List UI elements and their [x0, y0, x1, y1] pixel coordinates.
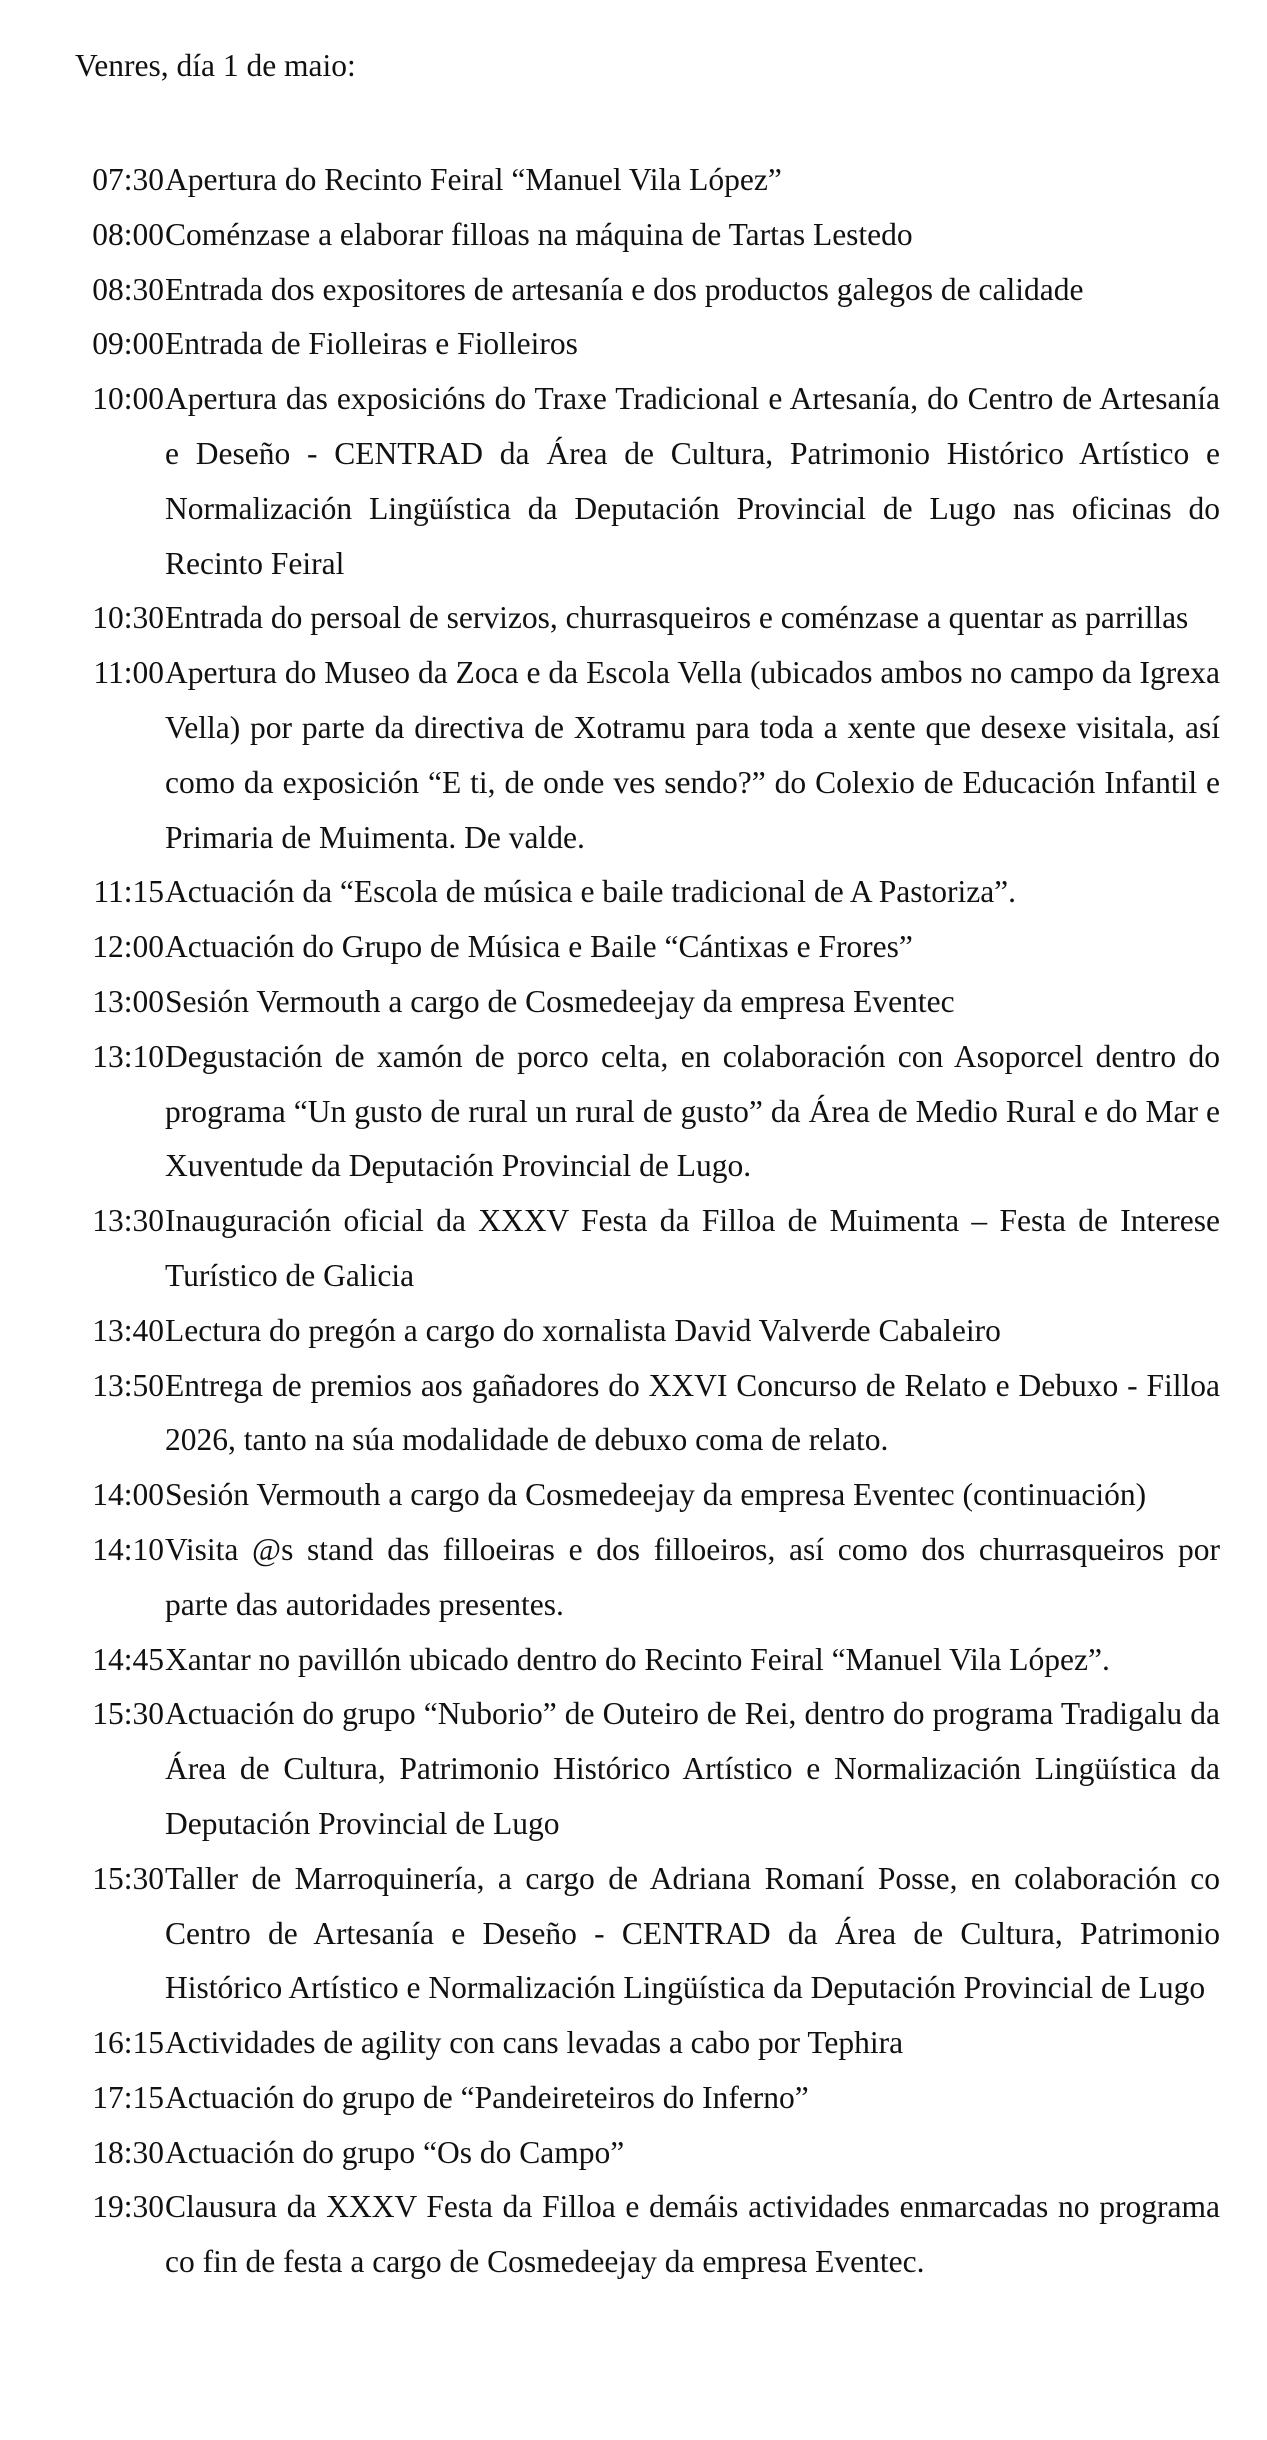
entry-time: 19:30 [92, 2189, 164, 2225]
entry-time: 18:30 [92, 2134, 164, 2170]
entry-description: Actividades de agility con cans levadas a cabo por Tephira [165, 2025, 904, 2061]
schedule-entry [70, 2126, 1220, 2181]
schedule-entry [70, 1852, 1220, 2016]
schedule-entry [70, 263, 1220, 318]
entry-description: Entrada dos expositores de artesanía e dos productos galegos de calidade [165, 271, 1084, 307]
entry-description: Degustación de xamón de porco celta, en colaboración con Asoporcel dentro do programa “Un gusto de rural un rural de gusto” da Área de Medio Rural e do Mar e Xuventude da Deputación Provincial de Lugo. [165, 1038, 1220, 1184]
entry-description: Entrada do persoal de servizos, churrasqueiros e coménzase a quentar as parrillas [165, 600, 1189, 636]
entry-description: Apertura do Recinto Feiral “Manuel Vila López” [165, 162, 782, 197]
entry-description: Visita @s stand das filloeiras e dos filloeiros, así como dos churrasqueiros por parte das autoridades presentes. [165, 1531, 1220, 1622]
entry-time: 11:15 [93, 874, 164, 910]
entry-time: 11:00 [93, 655, 164, 691]
entry-description: Sesión Vermouth a cargo de Cosmedeejay da empresa Eventec [165, 983, 955, 1019]
entry-description: Entrega de premios aos gañadores do XXVI Concurso de Relato e Debuxo - Filloa 2026, tanto na súa modalidade de debuxo coma de relato. [165, 1367, 1220, 1458]
entry-time: 09:00 [92, 326, 164, 362]
entry-description: Apertura do Museo da Zoca e da Escola Vella (ubicados ambos no campo da Igrexa Vella) por parte da directiva de Xotramu para toda a xente que desexe visitala, así como da exposición “E ti, de onde ves sendo?” do Colexio de Educación Infantil e Primaria de Muimenta. De valde. [165, 655, 1220, 855]
entry-time: 17:15 [92, 2079, 164, 2115]
entry-description: Actuación do grupo de “Pandeireteiros do Inferno” [165, 2079, 809, 2115]
entry-time: 12:00 [92, 929, 164, 965]
entry-time: 16:15 [92, 2025, 164, 2061]
entry-description: Lectura do pregón a cargo do xornalista David Valverde Cabaleiro [165, 1312, 1001, 1348]
schedule-entry [70, 153, 1220, 208]
schedule-entry [70, 591, 1220, 646]
schedule-entry [70, 646, 1220, 865]
schedule-entry [70, 2180, 1220, 2290]
entry-description: Taller de Marroquinería, a cargo de Adriana Romaní Posse, en colaboración co Centro de Artesanía e Deseño - CENTRAD da Área de Cultura, Patrimonio Histórico Artístico e Normalización Lingüística da Deputación Provincial de Lugo [165, 1860, 1220, 2006]
day-heading: Venres, día 1 de maio: [75, 48, 356, 83]
entry-time: 08:00 [92, 216, 164, 252]
entry-time: 07:30 [92, 162, 164, 197]
entry-description: Sesión Vermouth a cargo da Cosmedeejay da empresa Eventec (continuación) [165, 1477, 1147, 1513]
entry-description: Actuación do grupo “Os do Campo” [165, 2134, 625, 2170]
entry-description: Entrada de Fiolleiras e Fiolleiros [165, 326, 578, 362]
entry-time: 15:30 [92, 1696, 164, 1732]
entry-time: 10:00 [92, 381, 164, 417]
schedule-entry [70, 865, 1220, 920]
schedule-entry [70, 1468, 1220, 1523]
entry-time: 13:30 [92, 1203, 164, 1239]
entry-time: 08:30 [92, 271, 164, 307]
schedule-entry [70, 1359, 1220, 1469]
schedule-entry [70, 1304, 1220, 1359]
entry-time: 14:00 [92, 1477, 164, 1513]
entry-time: 10:30 [92, 600, 164, 636]
schedule-entry [70, 2016, 1220, 2071]
schedule-list [70, 153, 1220, 2290]
entry-time: 13:40 [92, 1312, 164, 1348]
schedule-entry [70, 920, 1220, 975]
entry-description: Inauguración oficial da XXXV Festa da Filloa de Muimenta – Festa de Interese Turístico de Galicia [165, 1203, 1220, 1293]
entry-description: Clausura da XXXV Festa da Filloa e demáis actividades enmarcadas no programa co fin de festa a cargo de Cosmedeejay da empresa Eventec. [165, 2189, 1220, 2280]
schedule-entry [70, 2071, 1220, 2126]
entry-description: Actuación da “Escola de música e baile tradicional de A Pastoriza”. [165, 874, 1017, 910]
entry-time: 14:10 [92, 1531, 164, 1567]
entry-description: Actuación do Grupo de Música e Baile “Cántixas e Frores” [165, 929, 913, 965]
schedule-entry [70, 1687, 1220, 1851]
schedule-entry [70, 208, 1220, 263]
entry-description: Apertura das exposicións do Traxe Tradicional e Artesanía, do Centro de Artesanía e Deseño - CENTRAD da Área de Cultura, Patrimonio Histórico Artístico e Normalización Lingüística da Deputación Provincial de Lugo nas oficinas do Recinto Feiral [165, 381, 1220, 581]
entry-description: Xantar no pavillón ubicado dentro do Recinto Feiral “Manuel Vila López”. [165, 1641, 1110, 1677]
entry-time: 13:00 [92, 983, 164, 1019]
schedule-entry [70, 1030, 1220, 1194]
schedule-entry [70, 1194, 1220, 1304]
schedule-entry [70, 1523, 1220, 1633]
schedule-entry [70, 975, 1220, 1030]
entry-description: Coménzase a elaborar filloas na máquina de Tartas Lestedo [165, 216, 913, 252]
entry-time: 15:30 [92, 1860, 164, 1896]
entry-time: 14:45 [92, 1641, 164, 1677]
entry-time: 13:50 [92, 1367, 164, 1403]
entry-description: Actuación do grupo “Nuborio” de Outeiro de Rei, dentro do programa Tradigalu da Área de Cultura, Patrimonio Histórico Artístico e Normalización Lingüística da Deputación Provincial de Lugo [165, 1696, 1220, 1841]
schedule-entry [70, 1633, 1220, 1688]
entry-time: 13:10 [92, 1038, 164, 1074]
schedule-entry [70, 317, 1220, 372]
schedule-entry [70, 372, 1220, 591]
